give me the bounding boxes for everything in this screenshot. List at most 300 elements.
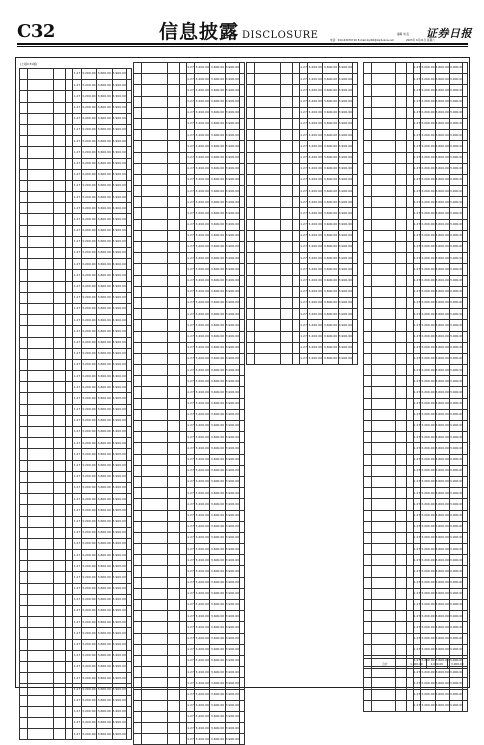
cell-p2: 3,600.00 xyxy=(97,281,112,292)
cell-unit xyxy=(66,225,73,236)
cell-p1: 3,200.00 xyxy=(421,253,435,264)
table-row xyxy=(247,353,358,364)
cell-qty: 1.27 xyxy=(413,432,421,443)
cell-unit xyxy=(406,555,413,566)
cell-p1: 3,200.00 xyxy=(81,628,96,639)
cell-r xyxy=(463,63,468,74)
cell-r xyxy=(463,499,468,510)
cell-p1: 3,200.00 xyxy=(195,566,210,577)
cell-r xyxy=(126,661,131,672)
cell-code xyxy=(280,320,292,331)
cell-p2: 3,600.00 xyxy=(435,588,449,599)
cell-p2: 3,600.00 xyxy=(97,259,112,270)
cell-r xyxy=(463,152,468,163)
table-row xyxy=(364,342,468,353)
cell-name xyxy=(28,550,54,561)
cell-code xyxy=(167,633,179,644)
cell-name xyxy=(255,342,281,353)
cell-name xyxy=(28,203,54,214)
cell-code xyxy=(280,63,292,74)
cell-name xyxy=(142,521,168,532)
cell-num xyxy=(134,264,142,275)
cell-code xyxy=(167,297,179,308)
cell-p1: 3,200.00 xyxy=(308,197,323,208)
cell-unit xyxy=(179,689,186,700)
cell-qty: 1.27 xyxy=(73,281,81,292)
table-row xyxy=(134,510,245,521)
cell-r xyxy=(463,365,468,376)
cell-qty: 1.27 xyxy=(413,208,421,219)
cell-p2: 3,600.00 xyxy=(435,242,449,253)
cell-unit xyxy=(66,673,73,684)
cell-p1: 3,200.00 xyxy=(195,465,210,476)
cell-name xyxy=(28,415,54,426)
table-row xyxy=(20,661,132,672)
table-row xyxy=(20,673,132,684)
cell-p3: 3,900.00 xyxy=(112,236,126,247)
cell-p2: 3,600.00 xyxy=(323,309,338,320)
cell-num xyxy=(134,242,142,253)
cell-qty: 1.27 xyxy=(186,387,194,398)
cell-code xyxy=(167,566,179,577)
cell-p3: 3,900.00 xyxy=(112,661,126,672)
cell-num xyxy=(247,275,255,286)
cell-p2: 3,600.00 xyxy=(435,85,449,96)
table-row xyxy=(134,264,245,275)
cell-unit xyxy=(179,443,186,454)
table-row xyxy=(364,421,468,432)
cell-name xyxy=(371,130,395,141)
cell-num xyxy=(364,309,372,320)
cell-name xyxy=(142,174,168,185)
cell-unit xyxy=(406,521,413,532)
table-row xyxy=(364,264,468,275)
cell-p3: 3,900.00 xyxy=(112,516,126,527)
table-row xyxy=(20,382,132,393)
cell-p3: 3,900.00 xyxy=(112,650,126,661)
cell-name xyxy=(28,494,54,505)
cell-p3: 3,900.00 xyxy=(449,611,462,622)
cell-p2: 3,600.00 xyxy=(97,505,112,516)
cell-r xyxy=(463,689,468,700)
cell-p2: 3,600.00 xyxy=(210,577,225,588)
cell-num xyxy=(134,577,142,588)
cell-p3: 3,900.00 xyxy=(225,633,239,644)
cell-p3: 3,900.00 xyxy=(449,588,462,599)
cell-p3: 3,900.00 xyxy=(449,275,462,286)
cell-unit xyxy=(179,118,186,129)
cell-p3: 3,900.00 xyxy=(338,230,352,241)
cell-name xyxy=(142,454,168,465)
cell-p3: 3,900.00 xyxy=(338,186,352,197)
cell-qty: 1.27 xyxy=(186,678,194,689)
cell-name xyxy=(142,723,168,734)
cell-name xyxy=(371,376,395,387)
cell-unit xyxy=(292,242,299,253)
table-row xyxy=(364,499,468,510)
table-row xyxy=(20,494,132,505)
table-row xyxy=(134,454,245,465)
cell-qty: 1.27 xyxy=(73,516,81,527)
cell-r xyxy=(352,342,357,353)
cell-p3: 3,900.00 xyxy=(225,219,239,230)
cell-unit xyxy=(66,594,73,605)
cell-code xyxy=(395,465,406,476)
cell-p2: 3,600.00 xyxy=(97,415,112,426)
cell-p1: 3,200.00 xyxy=(308,242,323,253)
cell-p2: 3,600.00 xyxy=(435,141,449,152)
cell-p1: 3,200.00 xyxy=(421,510,435,521)
cell-qty: 1.27 xyxy=(186,96,194,107)
cell-p2: 3,600.00 xyxy=(435,320,449,331)
cell-p2: 3,600.00 xyxy=(210,532,225,543)
cell-unit xyxy=(179,320,186,331)
cell-name xyxy=(142,432,168,443)
cell-p3: 3,900.00 xyxy=(225,723,239,734)
table-row xyxy=(364,532,468,543)
cell-p2: 3,600.00 xyxy=(323,331,338,342)
cell-code xyxy=(395,342,406,353)
cell-code xyxy=(53,460,65,471)
cell-code xyxy=(53,124,65,135)
cell-r xyxy=(463,107,468,118)
cell-p3: 3,900.00 xyxy=(112,248,126,259)
cell-p1: 3,200.00 xyxy=(195,510,210,521)
cell-num xyxy=(364,544,372,555)
cell-unit xyxy=(292,163,299,174)
cell-qty: 1.27 xyxy=(413,476,421,487)
cell-num xyxy=(20,158,28,169)
cell-p2: 3,600.00 xyxy=(210,398,225,409)
table-row xyxy=(247,107,358,118)
cell-qty: 1.27 xyxy=(299,163,307,174)
cell-p2: 3,600.00 xyxy=(210,588,225,599)
cell-qty: 1.27 xyxy=(73,248,81,259)
issue-date: 2025年 6月21日 星期六 xyxy=(406,39,435,42)
cell-num xyxy=(20,639,28,650)
cell-p1: 3,200.00 xyxy=(421,454,435,465)
cell-name xyxy=(28,706,54,717)
cell-code xyxy=(53,348,65,359)
cell-p3: 3,900.00 xyxy=(112,337,126,348)
cell-unit xyxy=(66,561,73,572)
cell-qty: 1.27 xyxy=(186,264,194,275)
cell-code xyxy=(167,443,179,454)
cell-p3: 3,900.00 xyxy=(225,488,239,499)
cell-qty: 1.27 xyxy=(299,242,307,253)
cell-name xyxy=(371,365,395,376)
cell-name xyxy=(28,348,54,359)
cell-qty: 1.27 xyxy=(73,729,81,740)
cell-qty: 1.27 xyxy=(413,376,421,387)
cell-code xyxy=(167,622,179,633)
cell-num xyxy=(20,169,28,180)
cell-r xyxy=(463,465,468,476)
cell-p1: 3,200.00 xyxy=(81,695,96,706)
cell-unit xyxy=(66,158,73,169)
cell-p3: 3,900.00 xyxy=(112,561,126,572)
cell-p3: 3,900.00 xyxy=(449,678,462,689)
cell-qty: 1.27 xyxy=(413,544,421,555)
cell-num xyxy=(134,141,142,152)
cell-p2: 3,600.00 xyxy=(435,622,449,633)
cell-p1: 3,200.00 xyxy=(195,711,210,722)
cell-code xyxy=(53,169,65,180)
cell-qty: 1.27 xyxy=(73,594,81,605)
cell-p2: 3,600.00 xyxy=(97,673,112,684)
cell-code xyxy=(167,723,179,734)
cell-r xyxy=(239,532,244,543)
cell-num xyxy=(364,700,372,711)
table-row xyxy=(364,353,468,364)
cell-p1: 3,200.00 xyxy=(195,700,210,711)
cell-p2: 3,600.00 xyxy=(435,611,449,622)
cell-p3: 3,900.00 xyxy=(338,197,352,208)
cell-p1: 3,200.00 xyxy=(195,197,210,208)
cell-qty: 1.27 xyxy=(299,331,307,342)
cell-qty: 1.27 xyxy=(413,331,421,342)
cell-p1: 3,200.00 xyxy=(421,208,435,219)
table-row xyxy=(20,449,132,460)
cell-p2: 3,600.00 xyxy=(323,219,338,230)
cell-num xyxy=(247,186,255,197)
table-row xyxy=(134,600,245,611)
cell-unit xyxy=(292,342,299,353)
table-row xyxy=(134,711,245,722)
cell-p1: 3,200.00 xyxy=(81,415,96,426)
cell-p1: 3,200.00 xyxy=(195,309,210,320)
cell-r xyxy=(126,326,131,337)
cell-p1: 3,200.00 xyxy=(195,74,210,85)
cell-p3: 3,900.00 xyxy=(338,275,352,286)
cell-p1: 3,200.00 xyxy=(81,561,96,572)
table-row xyxy=(20,214,132,225)
cell-code xyxy=(167,275,179,286)
cell-qty: 1.27 xyxy=(73,136,81,147)
cell-unit xyxy=(66,169,73,180)
cell-p1: 3,200.00 xyxy=(195,499,210,510)
cell-name xyxy=(371,253,395,264)
cell-p3: 3,900.00 xyxy=(449,130,462,141)
cell-p2: 3,600.00 xyxy=(435,633,449,644)
cell-unit xyxy=(179,264,186,275)
cell-qty: 1.27 xyxy=(73,124,81,135)
cell-qty: 1.27 xyxy=(73,292,81,303)
cell-num xyxy=(364,510,372,521)
cell-p2: 3,600.00 xyxy=(97,113,112,124)
cell-p1: 3,200.00 xyxy=(308,286,323,297)
cell-p2: 3,600.00 xyxy=(210,723,225,734)
cell-name xyxy=(28,527,54,538)
cell-code xyxy=(395,611,406,622)
cell-name xyxy=(28,449,54,460)
cell-r xyxy=(352,208,357,219)
cell-name xyxy=(28,583,54,594)
table-row xyxy=(364,85,468,96)
table-row xyxy=(247,130,358,141)
cell-name xyxy=(371,600,395,611)
cell-code xyxy=(395,566,406,577)
cell-code xyxy=(167,242,179,253)
cell-p3: 3,900.00 xyxy=(112,617,126,628)
cell-name xyxy=(142,678,168,689)
table-row xyxy=(134,689,245,700)
cell-num xyxy=(247,197,255,208)
cell-r xyxy=(239,376,244,387)
cell-num xyxy=(20,393,28,404)
cell-code xyxy=(167,152,179,163)
cell-p3: 3,900.00 xyxy=(225,197,239,208)
table-row xyxy=(364,208,468,219)
cell-p1: 3,200.00 xyxy=(308,230,323,241)
cell-r xyxy=(126,695,131,706)
cell-qty: 1.27 xyxy=(73,393,81,404)
cell-qty: 1.27 xyxy=(299,320,307,331)
cell-p3: 3,900.00 xyxy=(449,655,462,666)
cell-p2: 3,600.00 xyxy=(210,365,225,376)
cell-p3: 3,900.00 xyxy=(112,382,126,393)
cell-p1: 3,200.00 xyxy=(81,158,96,169)
cell-unit xyxy=(66,393,73,404)
cell-unit xyxy=(406,118,413,129)
cell-name xyxy=(371,141,395,152)
cell-name xyxy=(371,163,395,174)
cell-p3: 3,900.00 xyxy=(225,689,239,700)
cell-name xyxy=(28,427,54,438)
cell-p3: 3,900.00 xyxy=(449,242,462,253)
cell-p3: 3,900.00 xyxy=(225,264,239,275)
cell-num xyxy=(247,286,255,297)
table-row xyxy=(364,107,468,118)
cell-p2: 3,600.00 xyxy=(323,208,338,219)
cell-p1: 3,200.00 xyxy=(308,275,323,286)
cell-p3: 3,900.00 xyxy=(112,471,126,482)
cell-p2: 3,600.00 xyxy=(435,409,449,420)
cell-p1: 3,200.00 xyxy=(421,219,435,230)
cell-code xyxy=(53,695,65,706)
cell-unit xyxy=(66,326,73,337)
cell-num xyxy=(134,353,142,364)
cell-r xyxy=(463,197,468,208)
table-row xyxy=(364,555,468,566)
cell-name xyxy=(371,499,395,510)
cell-code xyxy=(53,113,65,124)
cell-qty: 1.27 xyxy=(73,661,81,672)
cell-qty: 1.27 xyxy=(73,359,81,370)
cell-code xyxy=(53,617,65,628)
table-row xyxy=(364,521,468,532)
cell-r xyxy=(463,286,468,297)
cell-p1: 3,200.00 xyxy=(195,667,210,678)
cell-code xyxy=(167,432,179,443)
cell-name xyxy=(371,689,395,700)
cell-r xyxy=(352,163,357,174)
cell-qty: 1.27 xyxy=(413,588,421,599)
cell-name xyxy=(142,297,168,308)
cell-p2: 3,600.00 xyxy=(97,471,112,482)
cell-p1: 3,200.00 xyxy=(421,163,435,174)
cell-r xyxy=(126,494,131,505)
cell-name xyxy=(28,482,54,493)
table-row xyxy=(20,695,132,706)
table-row xyxy=(364,476,468,487)
cell-code xyxy=(395,600,406,611)
table-row xyxy=(20,315,132,326)
cell-p3: 3,900.00 xyxy=(449,544,462,555)
cell-qty: 1.27 xyxy=(73,169,81,180)
table-row xyxy=(364,141,468,152)
cell-p3: 3,900.00 xyxy=(112,438,126,449)
cell-qty: 1.27 xyxy=(186,544,194,555)
cell-num xyxy=(134,488,142,499)
cell-name xyxy=(371,521,395,532)
cell-p2: 3,600.00 xyxy=(210,700,225,711)
cell-unit xyxy=(406,309,413,320)
cell-unit xyxy=(292,74,299,85)
cell-p2: 3,600.00 xyxy=(210,600,225,611)
cell-code xyxy=(167,476,179,487)
cell-qty: 1.27 xyxy=(73,91,81,102)
cell-r xyxy=(463,174,468,185)
cell-num xyxy=(364,577,372,588)
cell-r xyxy=(463,208,468,219)
cell-p1: 3,200.00 xyxy=(421,409,435,420)
cell-qty: 1.27 xyxy=(299,286,307,297)
cell-qty: 1.27 xyxy=(186,186,194,197)
cell-r xyxy=(463,633,468,644)
cell-p2: 3,600.00 xyxy=(210,454,225,465)
cell-p1: 3,200.00 xyxy=(421,689,435,700)
cell-p2: 3,600.00 xyxy=(97,516,112,527)
cell-num xyxy=(20,281,28,292)
cell-num xyxy=(20,382,28,393)
cell-p2: 3,600.00 xyxy=(210,331,225,342)
cell-r xyxy=(126,259,131,270)
cell-num xyxy=(20,337,28,348)
cell-code xyxy=(167,331,179,342)
cell-name xyxy=(142,611,168,622)
table-row xyxy=(20,460,132,471)
table-row xyxy=(364,510,468,521)
cell-p1: 3,200.00 xyxy=(195,230,210,241)
cell-p1: 3,200.00 xyxy=(308,63,323,74)
cell-r xyxy=(239,208,244,219)
cell-code xyxy=(167,63,179,74)
cell-r xyxy=(126,471,131,482)
cell-p1: 3,200.00 xyxy=(81,124,96,135)
table-row xyxy=(364,376,468,387)
cell-code xyxy=(395,376,406,387)
cell-p1: 3,200.00 xyxy=(195,544,210,555)
cell-code xyxy=(53,91,65,102)
cell-p3: 3,900.00 xyxy=(449,376,462,387)
table-row xyxy=(364,488,468,499)
cell-code xyxy=(280,174,292,185)
cell-name xyxy=(371,342,395,353)
cell-qty: 1.27 xyxy=(413,700,421,711)
cell-r xyxy=(463,622,468,633)
cell-p2: 3,600.00 xyxy=(323,141,338,152)
cell-num xyxy=(247,107,255,118)
cell-p2: 3,600.00 xyxy=(97,583,112,594)
cell-p2: 3,600.00 xyxy=(210,208,225,219)
cell-num xyxy=(134,163,142,174)
cell-p2: 3,600.00 xyxy=(435,376,449,387)
cell-unit xyxy=(179,711,186,722)
cell-name xyxy=(28,505,54,516)
table-row xyxy=(20,203,132,214)
cell-p1: 3,200.00 xyxy=(195,476,210,487)
